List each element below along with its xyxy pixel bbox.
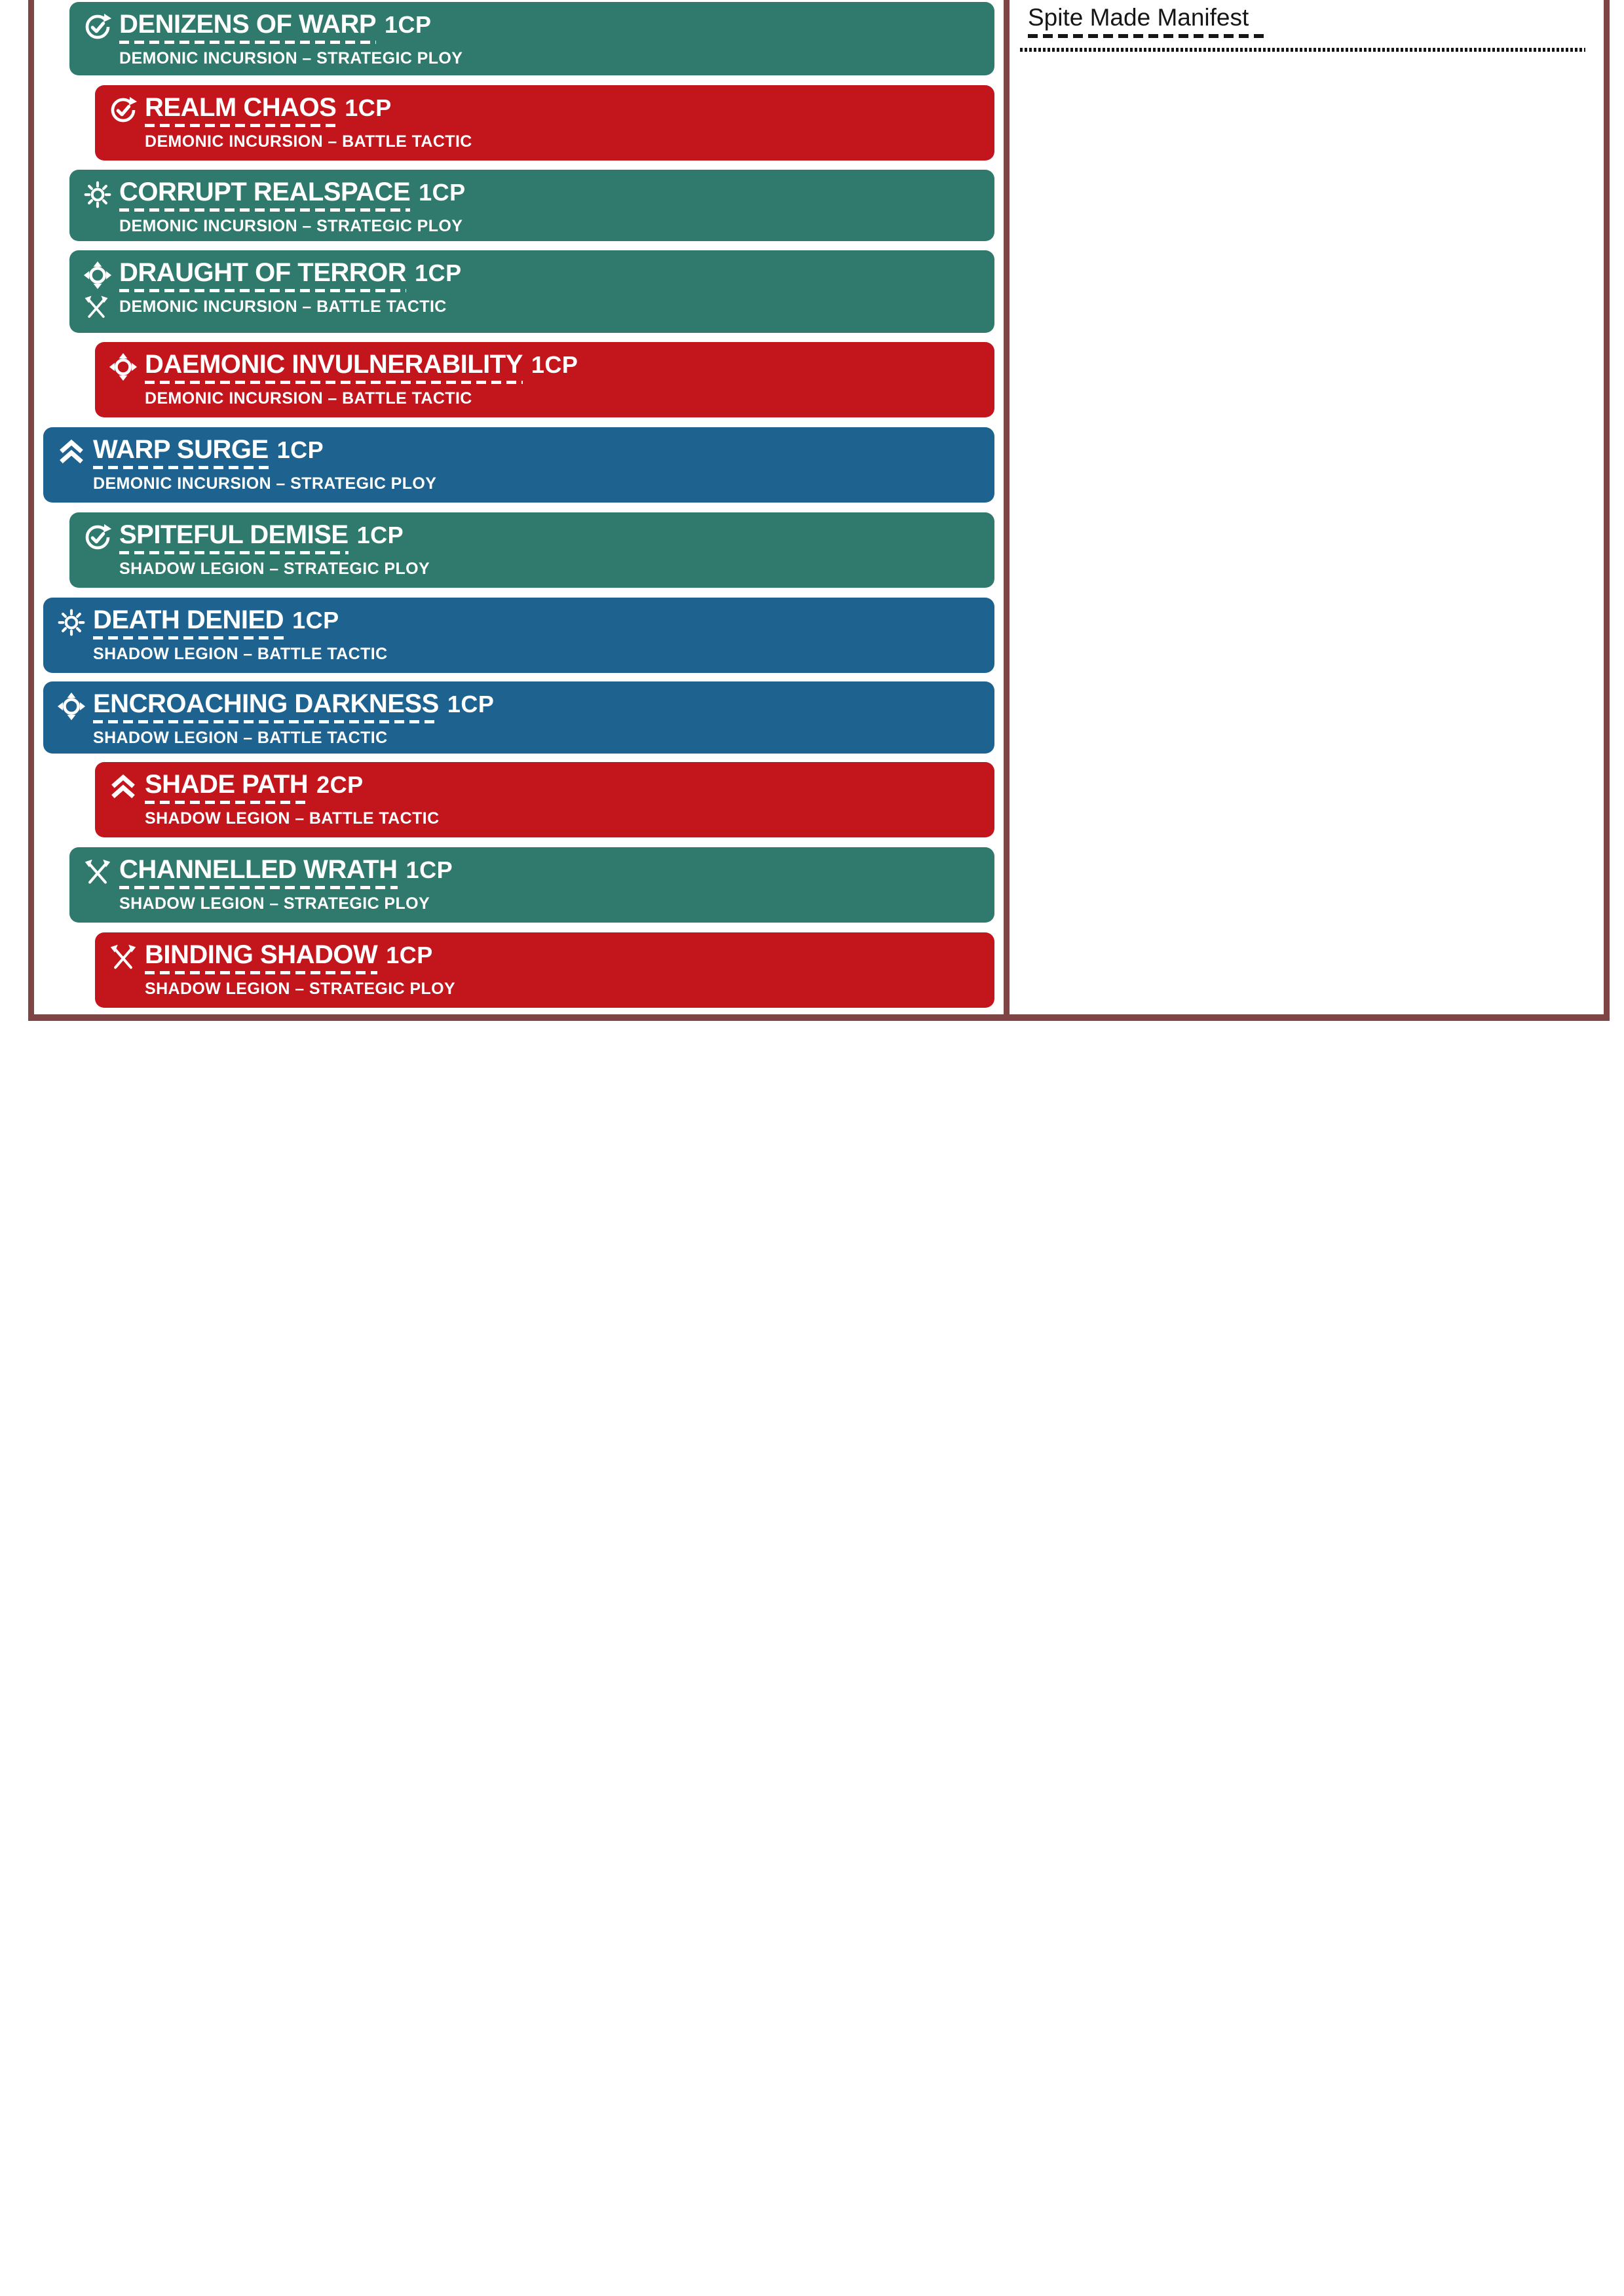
stratagem-category: DEMONIC INCURSION – STRATEGIC PLOY (119, 217, 463, 235)
card-title-row (145, 941, 455, 974)
stratagem-category: DEMONIC INCURSION – STRATEGIC PLOY (93, 474, 437, 493)
stratagem-cost: 1CP (419, 179, 466, 206)
card-title-row (145, 771, 440, 804)
card-body (145, 94, 472, 151)
card-icon-gutter (108, 351, 138, 381)
circle-check-icon (83, 523, 112, 552)
card-icon-gutter (108, 94, 138, 124)
stratagem-cost: 1CP (356, 522, 404, 548)
stratagem-category: SHADOW LEGION – BATTLE TACTIC (93, 645, 388, 663)
stratagem-category: DEMONIC INCURSION – BATTLE TACTIC (145, 132, 472, 151)
stratagem-cost: 1CP (276, 436, 324, 463)
card-title-row (93, 436, 436, 469)
detail-header (1010, 0, 1604, 52)
detail-panel-title: Spite Made Manifest (1028, 5, 1267, 38)
stratagem-title: BINDING SHADOW (145, 941, 377, 974)
stratagem-title: DRAUGHT OF TERROR (119, 259, 406, 292)
card-body (93, 690, 494, 748)
detail-panel (1004, 0, 1610, 1021)
stratagem-card[interactable] (69, 847, 994, 923)
stratagem-title: ENCROACHING DARKNESS (93, 690, 439, 723)
sun-icon (83, 180, 112, 209)
card-icon-gutter (83, 178, 113, 209)
card-title-row (145, 94, 472, 127)
card-body (93, 606, 388, 664)
crossed-axes-icon (83, 858, 112, 887)
stratagem-card[interactable] (69, 512, 994, 588)
stratagem-card[interactable] (69, 170, 994, 241)
card-body (145, 351, 578, 408)
card-icon-gutter (83, 521, 113, 552)
card-body (145, 941, 455, 999)
stratagem-panel (28, 0, 1004, 1021)
stratagem-category: SHADOW LEGION – STRATEGIC PLOY (119, 560, 430, 578)
stratagem-card[interactable] (95, 342, 994, 417)
double-chevron-up-icon (109, 773, 138, 801)
card-body (119, 178, 466, 236)
card-title-row (119, 10, 463, 44)
card-body (119, 521, 430, 579)
card-body (119, 856, 453, 913)
stratagem-cost: 1CP (385, 11, 432, 38)
stratagem-category: DEMONIC INCURSION – STRATEGIC PLOY (119, 49, 463, 67)
card-icon-gutter (83, 856, 113, 887)
stratagem-cost: 2CP (316, 771, 364, 798)
stratagem-card[interactable] (95, 762, 994, 837)
card-icon-gutter (108, 771, 138, 801)
stratagem-title: SPITEFUL DEMISE (119, 521, 349, 554)
crosshair-icon (109, 353, 138, 381)
stratagem-card[interactable] (43, 598, 994, 673)
stratagem-card[interactable] (95, 85, 994, 161)
card-body (145, 771, 440, 828)
crosshair-icon (83, 261, 112, 290)
sun-icon (57, 608, 86, 637)
stratagem-card[interactable] (43, 681, 994, 754)
card-title-row (119, 259, 462, 292)
stratagem-cost: 1CP (292, 607, 339, 634)
stratagem-cost: 1CP (386, 942, 433, 968)
stratagem-cost: 1CP (406, 856, 453, 883)
card-icon-gutter (108, 941, 138, 972)
stratagem-cost: 1CP (345, 94, 392, 121)
stratagem-title: SHADE PATH (145, 771, 308, 804)
card-icon-gutter (83, 10, 113, 41)
card-title-row (119, 856, 453, 889)
crosshair-icon (57, 692, 86, 721)
card-icon-gutter (83, 259, 113, 320)
circle-check-icon (109, 96, 138, 124)
card-body (93, 436, 436, 493)
card-icon-gutter (56, 690, 86, 721)
stratagem-category: SHADOW LEGION – BATTLE TACTIC (93, 729, 388, 747)
stratagem-card[interactable] (43, 427, 994, 503)
stratagem-list (34, 0, 1004, 1008)
stratagem-category: SHADOW LEGION – BATTLE TACTIC (145, 809, 440, 828)
crossed-axes-icon (83, 294, 109, 320)
card-title-row (93, 690, 494, 723)
stratagem-category: SHADOW LEGION – STRATEGIC PLOY (145, 980, 456, 998)
stratagem-card[interactable] (95, 932, 994, 1008)
card-title-row (93, 606, 388, 640)
stratagem-cost: 1CP (531, 351, 578, 378)
stratagem-card[interactable] (69, 2, 994, 75)
stratagem-title: DAEMONIC INVULNERABILITY (145, 351, 523, 384)
card-body (119, 259, 462, 316)
circle-check-icon (83, 12, 112, 41)
card-title-row (145, 351, 578, 384)
crossed-axes-icon (109, 943, 138, 972)
stratagem-title: CHANNELLED WRATH (119, 856, 398, 889)
stratagem-category: DEMONIC INCURSION – BATTLE TACTIC (119, 297, 447, 316)
stratagem-title: DEATH DENIED (93, 606, 284, 640)
detail-divider-rule (1020, 48, 1585, 52)
stratagem-cost: 1CP (447, 691, 495, 718)
stratagem-category: SHADOW LEGION – STRATEGIC PLOY (119, 894, 430, 913)
double-chevron-up-icon (57, 438, 86, 467)
stratagem-category: DEMONIC INCURSION – BATTLE TACTIC (145, 389, 472, 408)
card-title-row (119, 178, 466, 212)
card-icon-gutter (56, 606, 86, 637)
stratagem-title: WARP SURGE (93, 436, 269, 469)
stratagem-cost: 1CP (415, 259, 462, 286)
card-icon-gutter (56, 436, 86, 467)
stratagem-title: CORRUPT REALSPACE (119, 178, 410, 212)
stratagem-card[interactable] (69, 250, 994, 333)
stratagem-title: REALM CHAOS (145, 94, 336, 127)
stratagem-title: DENIZENS OF WARP (119, 10, 376, 44)
card-body (119, 10, 463, 68)
card-title-row (119, 521, 430, 554)
